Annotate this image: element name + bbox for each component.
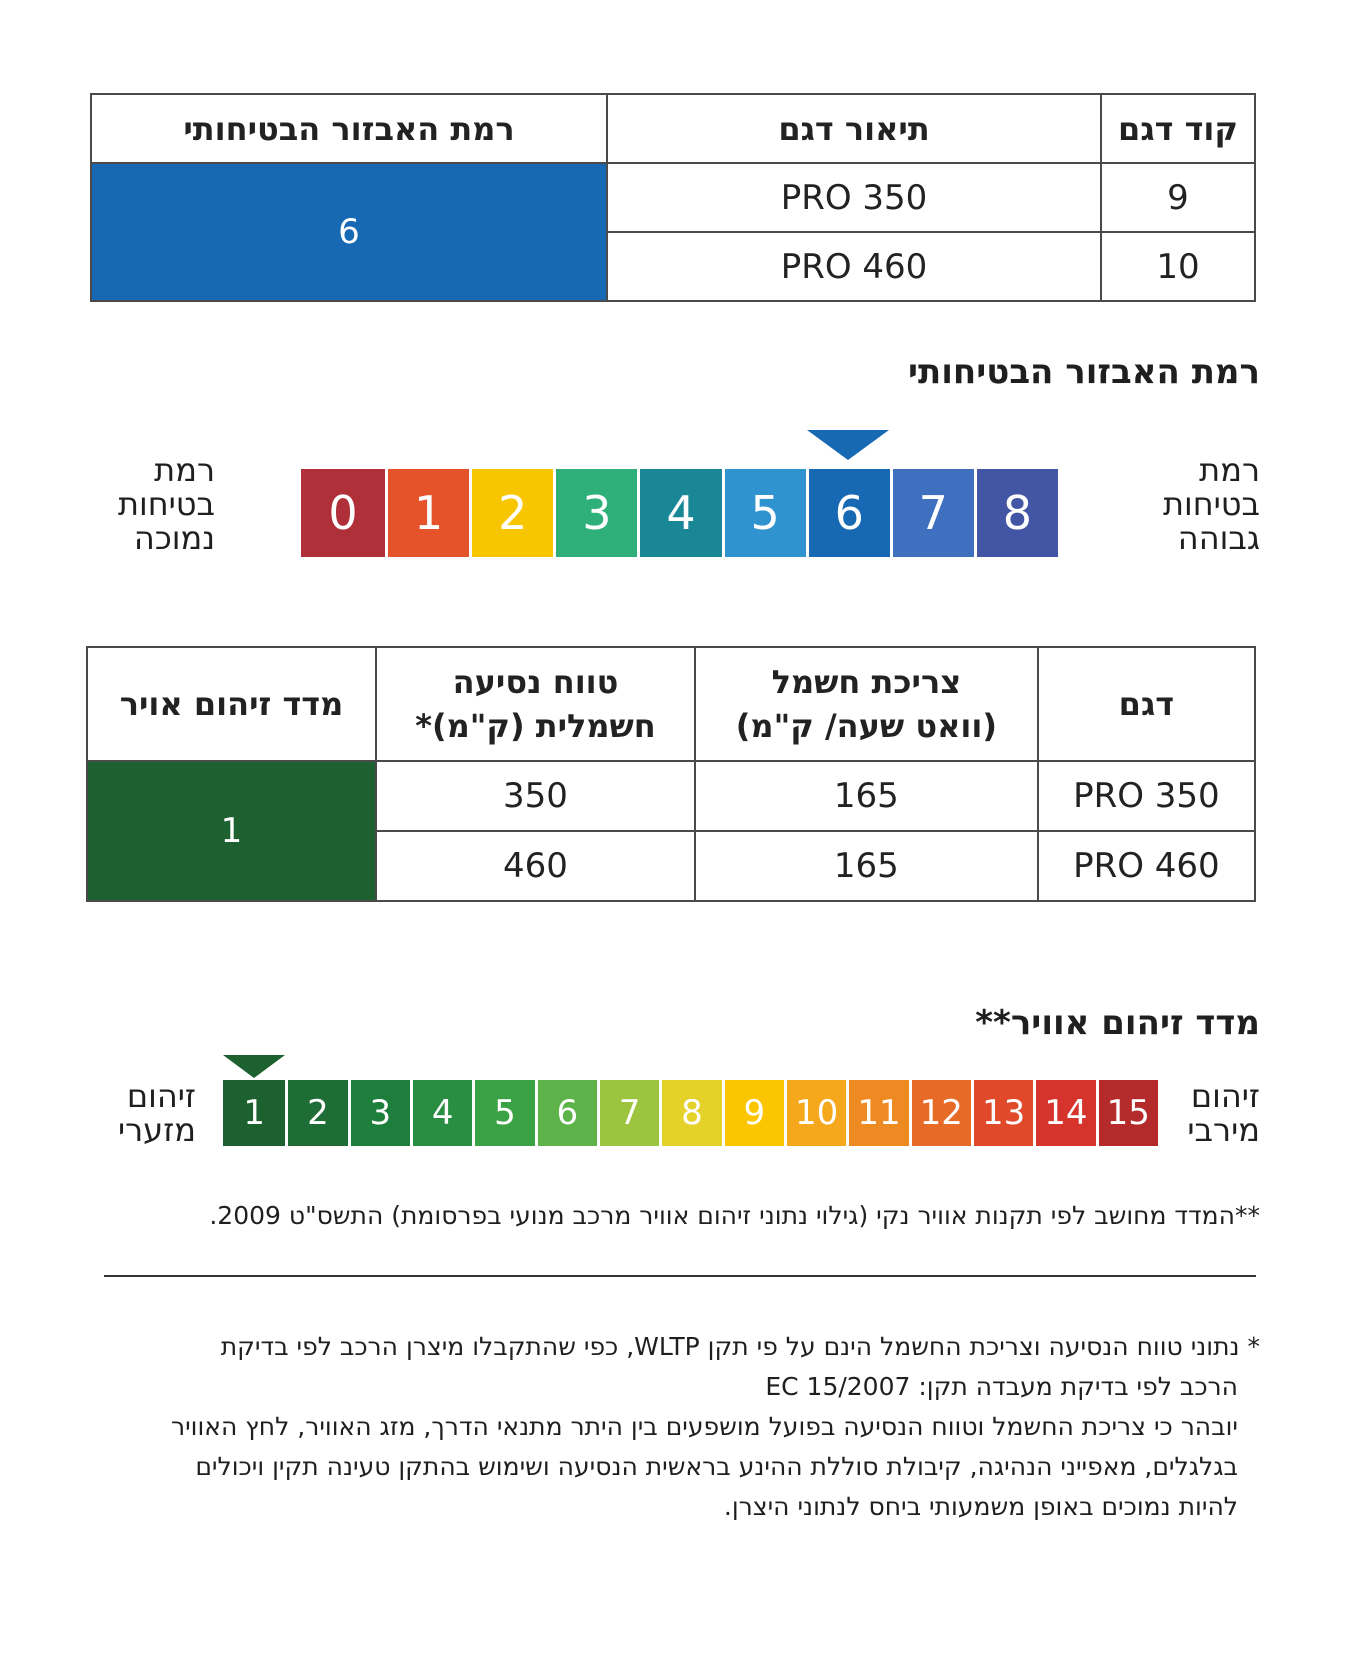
scale-level-8: 8 [659, 1080, 721, 1146]
consumption-cell: 165 [695, 831, 1038, 901]
table-row [91, 163, 1255, 232]
warning-line2: בגלגלים, מאפייני הנהיגה, קיבולת סוללת ההינע בראשית הנסיעה ושימוש בהתקן טעינה תקין ויכולים [195, 1452, 1238, 1481]
header-consumption [695, 647, 1038, 761]
low-safety-label: רמת בטיחות נמוכה [117, 451, 215, 557]
scale-level-2: 2 [469, 469, 553, 557]
scale-level-10: 10 [784, 1080, 846, 1146]
scale-level-12: 12 [909, 1080, 971, 1146]
scale-level-13: 13 [971, 1080, 1033, 1146]
pollution-table [86, 646, 1256, 902]
low-pollution-label: זיהום מזערי [117, 1077, 196, 1149]
safety-scale-title: רמת האבזור הבטיחותי [907, 352, 1260, 392]
scale-level-2: 2 [285, 1080, 347, 1146]
scale-level-15: 15 [1096, 1080, 1158, 1146]
pollution-index-value: 1 [87, 761, 376, 901]
header-model: דגם [1038, 647, 1255, 761]
safety-level-marker-icon [807, 430, 889, 460]
model-description-cell: 350 PRO [607, 163, 1101, 232]
scale-level-5: 5 [722, 469, 806, 557]
divider [104, 1275, 1256, 1277]
range-footnote [90, 1327, 1260, 1527]
scale-level-9: 9 [722, 1080, 784, 1146]
high-safety-label: רמת בטיחות גבוהה [1162, 451, 1260, 557]
header-range-line2: חשמלית (ק"מ)* [415, 707, 656, 745]
scale-level-4: 4 [410, 1080, 472, 1146]
scale-level-7: 7 [890, 469, 974, 557]
header-safety-level: רמת האבזור הבטיחותי [91, 94, 607, 163]
range-cell: 350 [376, 761, 695, 831]
header-pollution-index: מדד זיהום אויר [87, 647, 376, 761]
model-cell: 460 PRO [1038, 831, 1255, 901]
pollution-scale [223, 1080, 1158, 1146]
header-model-description: תיאור דגם [607, 94, 1101, 163]
model-cell: 350 PRO [1038, 761, 1255, 831]
scale-level-14: 14 [1033, 1080, 1095, 1146]
warning-line1: יובהר כי צריכת החשמל וטווח הנסיעה בפועל מושפעים בין היתר מתנאי הדרך, מזג האוויר, לחץ האוויר [170, 1412, 1238, 1441]
safety-table [90, 93, 1256, 302]
header-consumption-line2: (וואט שעה/ ק"מ) [735, 707, 997, 745]
consumption-cell: 165 [695, 761, 1038, 831]
pollution-footnote: **המדד מחושב לפי תקנות אוויר נקי (גילוי נתוני זיהום אוויר מרכב מנועי בפרסומת) התשס"ט 2009. [209, 1201, 1260, 1230]
scale-level-6: 6 [806, 469, 890, 557]
warning-line3: להיות נמוכים באופן משמעותי ביחס לנתוני היצרן. [723, 1492, 1238, 1521]
range-cell: 460 [376, 831, 695, 901]
scale-level-3: 3 [553, 469, 637, 557]
model-code-cell: 9 [1101, 163, 1255, 232]
safety-level-value: 6 [91, 163, 607, 301]
header-range [376, 647, 695, 761]
safety-scale [301, 469, 1058, 557]
scale-level-8: 8 [974, 469, 1058, 557]
table-row [87, 761, 1255, 831]
high-pollution-label: זיהום מירבי [1187, 1077, 1260, 1149]
range-note-line2: הרכב לפי בדיקת מעבדה תקן: EC 15/2007 [765, 1372, 1238, 1401]
pollution-level-marker-icon [223, 1055, 285, 1078]
scale-level-7: 7 [597, 1080, 659, 1146]
scale-level-0: 0 [301, 469, 385, 557]
header-consumption-line1: צריכת חשמל [771, 663, 962, 701]
scale-level-6: 6 [535, 1080, 597, 1146]
range-note-line1: * נתוני טווח הנסיעה וצריכת החשמל הינם על פי תקן WLTP, כפי שהתקבלו מיצרן הרכב לפי בדיקת [220, 1332, 1260, 1361]
model-description-cell: 460 PRO [607, 232, 1101, 301]
scale-level-5: 5 [472, 1080, 534, 1146]
scale-level-4: 4 [637, 469, 721, 557]
scale-level-3: 3 [348, 1080, 410, 1146]
scale-level-1: 1 [223, 1080, 285, 1146]
scale-level-1: 1 [385, 469, 469, 557]
pollution-scale-title: מדד זיהום אוויר** [975, 1003, 1260, 1043]
header-model-code: קוד דגם [1101, 94, 1255, 163]
scale-level-11: 11 [846, 1080, 908, 1146]
model-code-cell: 10 [1101, 232, 1255, 301]
header-range-line1: טווח נסיעה [452, 663, 619, 701]
